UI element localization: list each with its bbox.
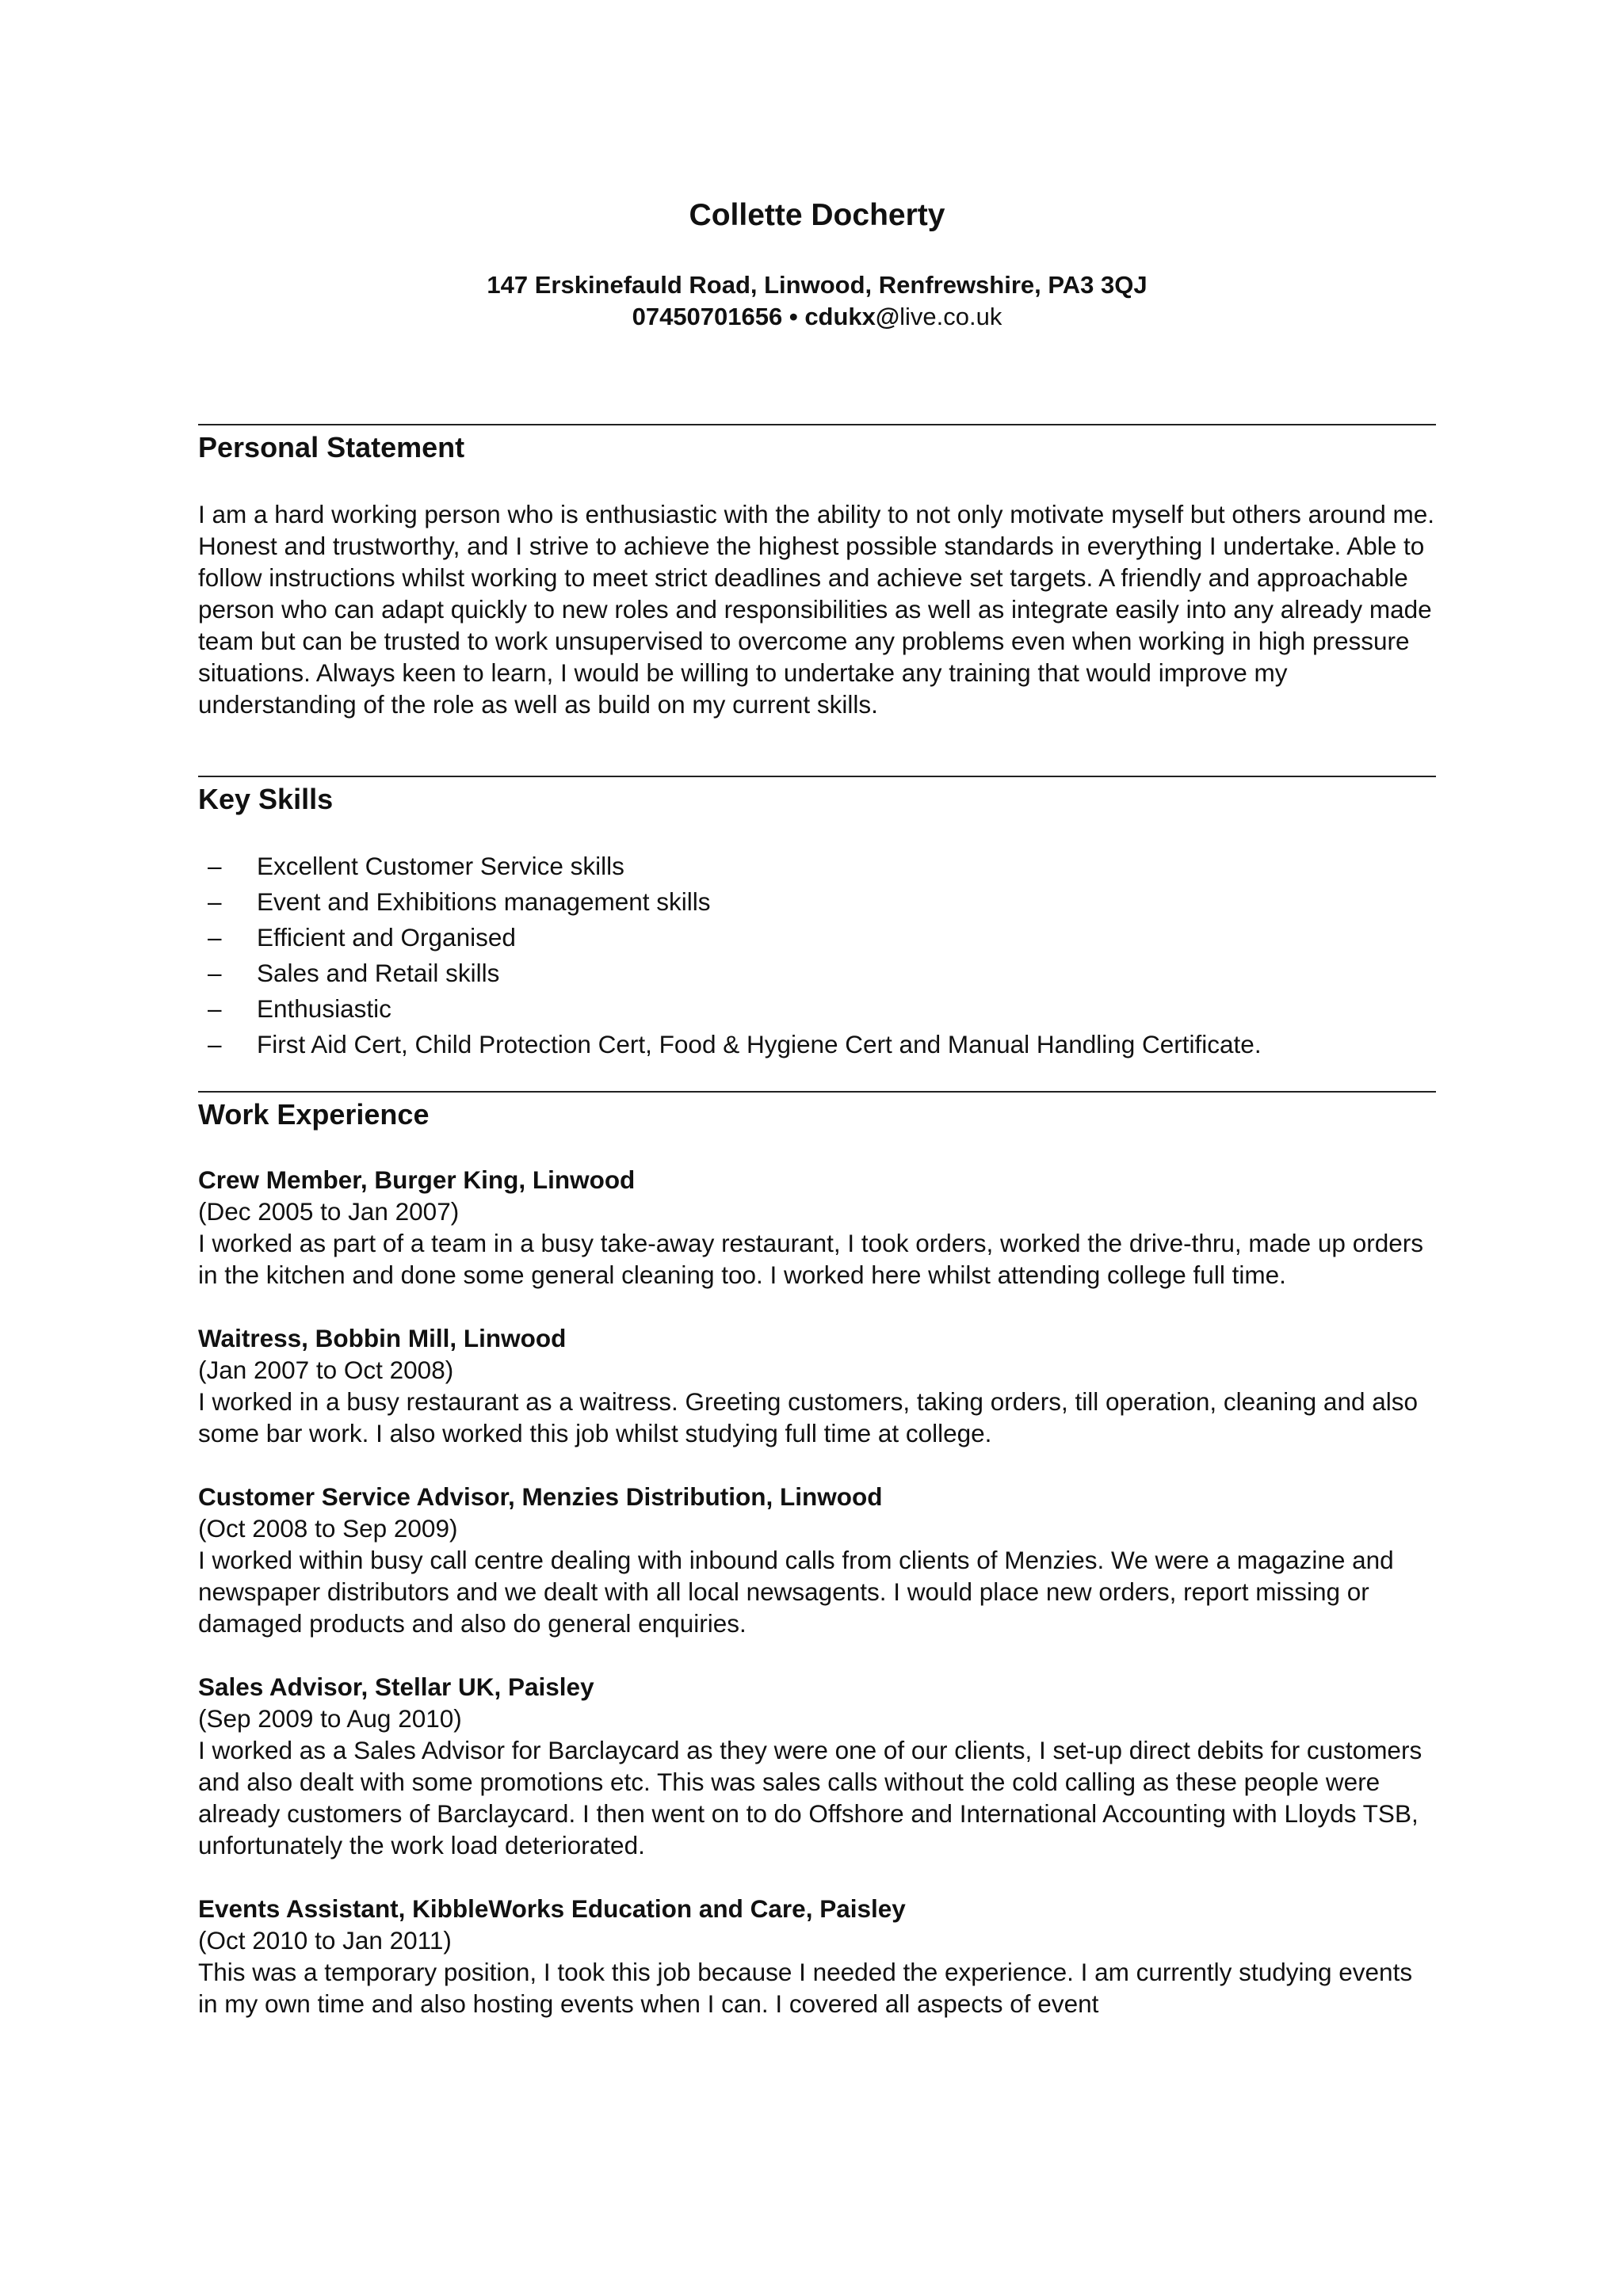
job-description: I worked as a Sales Advisor for Barclaycard as they were one of our clients, I set-up direct debits for customers and also dealt with some promotions etc. This was sales calls without the cold calling as these people were already customers of Barclaycard. I then went on to do Offshore and International Accounting with Lloyds TSB, unfortunately the work load deteriorated. — [198, 1736, 1423, 1859]
work-experience-section — [198, 1091, 1436, 2051]
job-entry — [198, 1671, 1436, 1861]
key-skills-section — [198, 776, 1436, 1062]
personal-statement-heading: Personal Statement — [198, 431, 465, 463]
job-description: I worked in a busy restaurant as a waitress. Greeting customers, taking orders, till operation, cleaning and also some bar work. I also worked this job whilst studying full time at college. — [198, 1387, 1419, 1447]
job-description: I worked within busy call centre dealing with inbound calls from clients of Menzies. We were a magazine and newspaper distributors and we dealt with all local newsagents. I would place new orders, report missing or damaged products and also do general enquiries. — [198, 1546, 1394, 1638]
job-dates: (Jan 2007 to Oct 2008) — [198, 1356, 454, 1384]
list-item: – Enthusiastic — [198, 991, 1436, 1027]
candidate-contact — [198, 301, 1436, 333]
personal-statement-section — [198, 424, 1436, 720]
job-description: This was a temporary position, I took this job because I needed the experience. I am currently studying events in my own time and also hosting events when I can. I covered all aspects of event — [198, 1958, 1413, 2018]
job-dates: (Oct 2010 to Jan 2011) — [198, 1926, 452, 1955]
job-entry — [198, 1164, 1436, 1291]
list-item: – Sales and Retail skills — [198, 955, 1436, 991]
dash-bullet-icon: – — [208, 852, 222, 880]
work-experience-heading: Work Experience — [198, 1098, 430, 1131]
list-item: – Excellent Customer Service skills — [198, 849, 1436, 884]
list-item: – First Aid Cert, Child Protection Cert, Food & Hygiene Cert and Manual Handling Certificate. — [198, 1027, 1436, 1062]
dash-bullet-icon: – — [208, 959, 222, 987]
job-title: Events Assistant, KibbleWorks Education and Care, Paisley — [198, 1894, 906, 1923]
dash-bullet-icon: – — [208, 1030, 222, 1058]
list-item: – Efficient and Organised — [198, 920, 1436, 955]
job-title: Customer Service Advisor, Menzies Distribution, Linwood — [198, 1482, 883, 1511]
jobs-list — [198, 1164, 1436, 2019]
job-dates: (Sep 2009 to Aug 2010) — [198, 1704, 462, 1733]
skills-list — [198, 849, 1436, 1062]
phone-and-email-user: 07450701656 • cdukx@ — [632, 303, 900, 330]
candidate-name: Collette Docherty — [689, 198, 945, 232]
list-item: – Event and Exhibitions management skills — [198, 884, 1436, 920]
personal-statement-text: I am a hard working person who is enthusiastic with the ability to not only motivate myself but others around me. Honest and trustworthy, and I strive to achieve the highest possible standards in everything I undertake. Able to follow instructions whilst working to meet strict deadlines and achieve set targets. A friendly and approachable person who can adapt quickly to new roles and responsibilities as well as integrate easily into any already made team but can be trusted to work unsupervised to overcome any problems even when working in high pressure situations. Always keen to learn, I would be willing to undertake any training that would improve my understanding of the role as well as build on my current skills. — [198, 500, 1435, 719]
dash-bullet-icon: – — [208, 887, 222, 916]
job-title: Sales Advisor, Stellar UK, Paisley — [198, 1672, 594, 1701]
dash-bullet-icon: – — [208, 994, 222, 1023]
job-entry — [198, 1893, 1436, 2019]
job-title: Crew Member, Burger King, Linwood — [198, 1165, 636, 1194]
job-entry — [198, 1322, 1436, 1449]
job-dates: (Dec 2005 to Jan 2007) — [198, 1197, 460, 1226]
resume-page — [198, 0, 1436, 2296]
job-entry — [198, 1481, 1436, 1639]
job-title: Waitress, Bobbin Mill, Linwood — [198, 1324, 567, 1352]
key-skills-heading: Key Skills — [198, 783, 334, 815]
job-dates: (Oct 2008 to Sep 2009) — [198, 1514, 458, 1543]
job-description: I worked as part of a team in a busy take-away restaurant, I took orders, worked the drive-thru, made up orders in the kitchen and done some general cleaning too. I worked here whilst attending college full time. — [198, 1229, 1423, 1289]
dash-bullet-icon: – — [208, 923, 222, 952]
candidate-address: 147 Erskinefauld Road, Linwood, Renfrewshire, PA3 3QJ — [487, 271, 1148, 299]
email-domain: live.co.uk — [899, 303, 1002, 330]
